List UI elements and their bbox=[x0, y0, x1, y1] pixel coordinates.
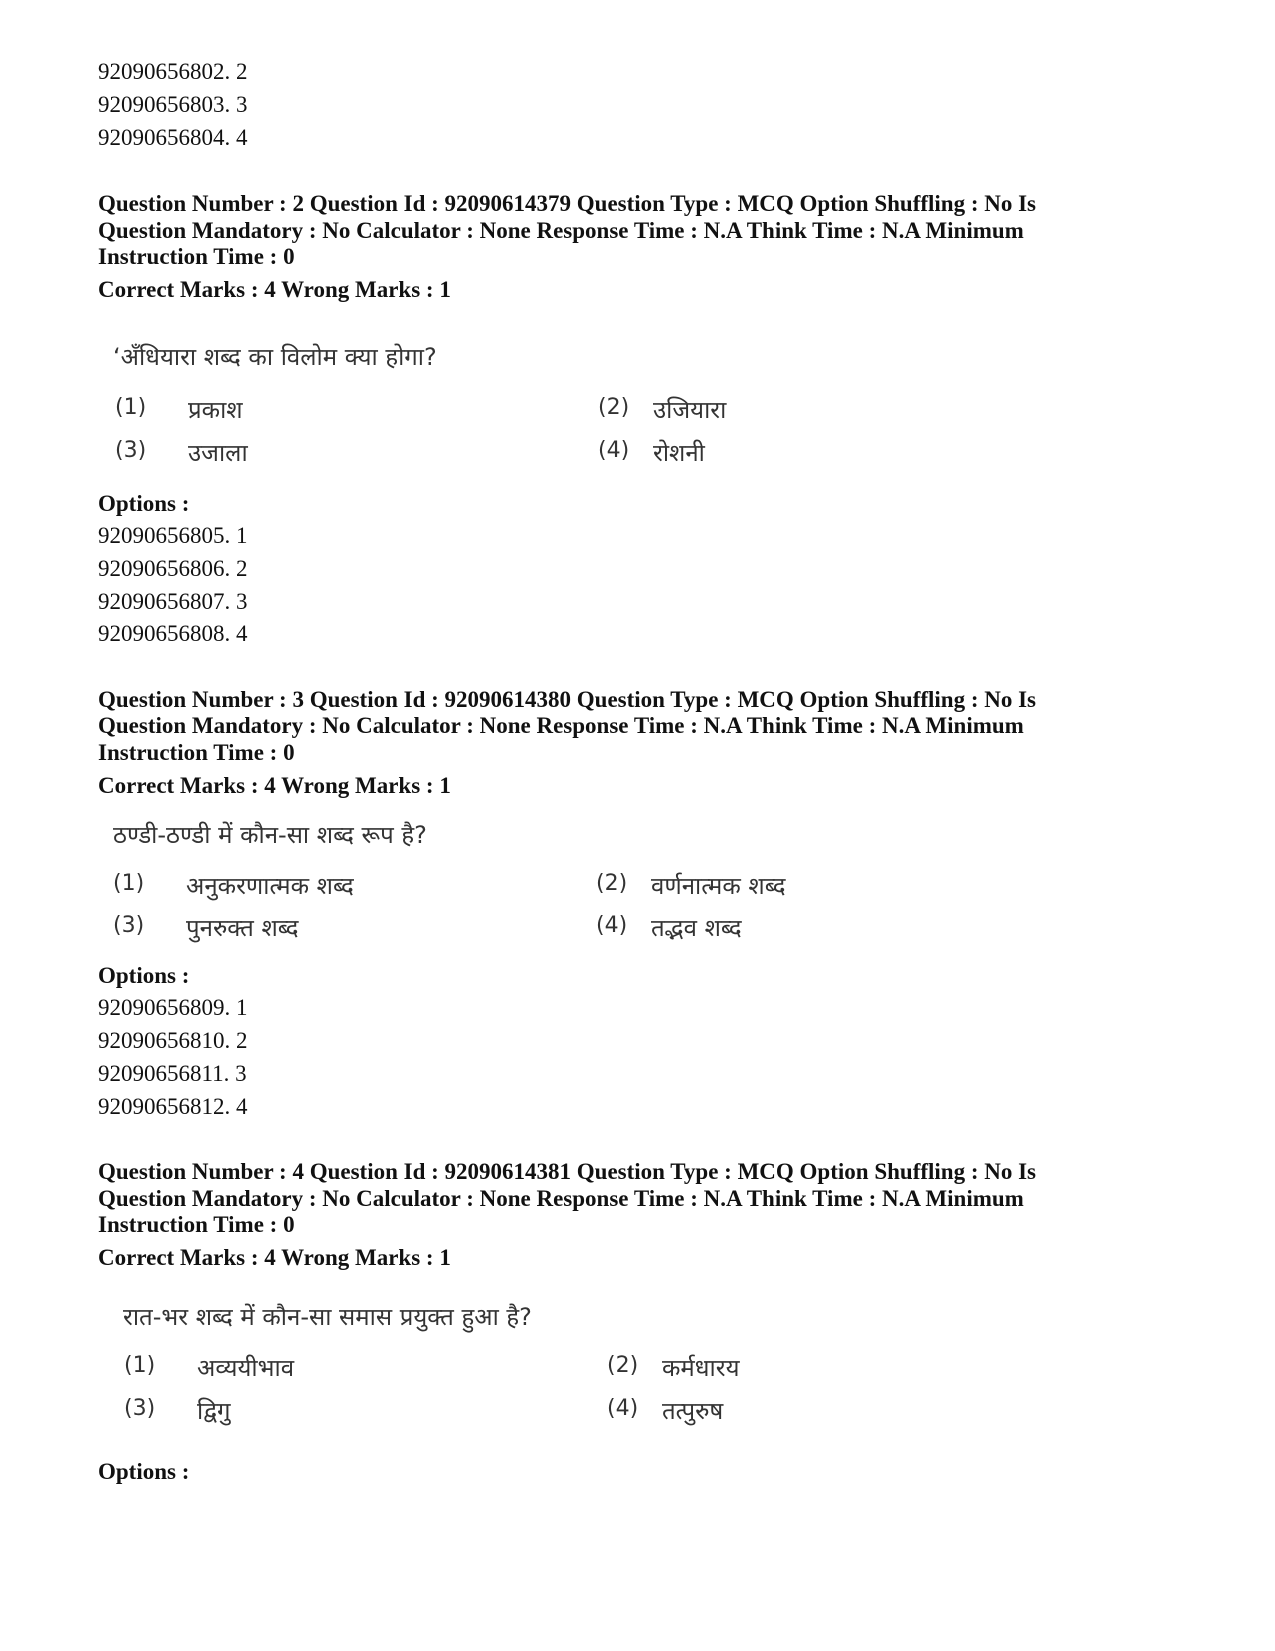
options-label: Options : bbox=[98, 491, 190, 516]
choice-number: (1) bbox=[115, 395, 147, 420]
option-line: 92090656809. 1 bbox=[98, 995, 248, 1020]
option-line: 92090656806. 2 bbox=[98, 556, 248, 581]
question-meta: Question Number : 2 Question Id : 92090614379 Question Type : MCQ Option Shuffling : No Is bbox=[98, 191, 1037, 216]
choice-text: तद्भव शब्द bbox=[651, 914, 742, 942]
question-text: ‘अँधियारा शब्द का विलोम क्या होगा? bbox=[113, 343, 437, 371]
question-meta: Question Mandatory : No Calculator : None Response Time : N.A Think Time : N.A Minimum bbox=[98, 1186, 1024, 1211]
choice-number: (4) bbox=[598, 438, 630, 463]
option-line: 92090656810. 2 bbox=[98, 1028, 248, 1053]
question-meta: Question Number : 4 Question Id : 92090614381 Question Type : MCQ Option Shuffling : No Is bbox=[98, 1159, 1037, 1184]
choice-text: वर्णनात्मक शब्द bbox=[651, 872, 786, 900]
option-line: 92090656812. 4 bbox=[98, 1094, 248, 1119]
option-line: 92090656808. 4 bbox=[98, 621, 248, 646]
choice-text: उजियारा bbox=[653, 396, 727, 424]
choice-number: (2) bbox=[596, 871, 628, 896]
choice-number: (4) bbox=[607, 1396, 639, 1421]
choice-text: अनुकरणात्मक शब्द bbox=[186, 872, 354, 900]
option-line: 92090656803. 3 bbox=[98, 92, 248, 117]
question-meta: Question Mandatory : No Calculator : None Response Time : N.A Think Time : N.A Minimum bbox=[98, 218, 1024, 243]
choice-number: (3) bbox=[115, 438, 147, 463]
question-meta: Question Mandatory : No Calculator : None Response Time : N.A Think Time : N.A Minimum bbox=[98, 713, 1024, 738]
choice-text: कर्मधारय bbox=[662, 1354, 740, 1382]
question-meta: Instruction Time : 0 bbox=[98, 740, 295, 765]
choice-number: (4) bbox=[596, 913, 628, 938]
choice-text: तत्पुरुष bbox=[662, 1397, 724, 1425]
choice-number: (1) bbox=[124, 1353, 156, 1378]
option-line: 92090656804. 4 bbox=[98, 125, 248, 150]
question-meta: Instruction Time : 0 bbox=[98, 244, 295, 269]
choice-text: अव्ययीभाव bbox=[197, 1354, 295, 1382]
choice-number: (2) bbox=[607, 1353, 639, 1378]
choice-number: (3) bbox=[113, 913, 145, 938]
option-line: 92090656807. 3 bbox=[98, 589, 248, 614]
option-line: 92090656802. 2 bbox=[98, 59, 248, 84]
question-text: रात-भर शब्द में कौन-सा समास प्रयुक्त हुआ है? bbox=[123, 1303, 532, 1331]
question-marks: Correct Marks : 4 Wrong Marks : 1 bbox=[98, 277, 451, 302]
question-text: ठण्डी-ठण्डी में कौन-सा शब्द रूप है? bbox=[113, 821, 427, 849]
choice-text: पुनरुक्त शब्द bbox=[186, 914, 299, 942]
choice-text: रोशनी bbox=[653, 439, 705, 467]
choice-text: उजाला bbox=[188, 439, 248, 467]
question-meta: Question Number : 3 Question Id : 92090614380 Question Type : MCQ Option Shuffling : No Is bbox=[98, 687, 1037, 712]
choice-number: (2) bbox=[598, 395, 630, 420]
question-marks: Correct Marks : 4 Wrong Marks : 1 bbox=[98, 773, 451, 798]
question-meta: Instruction Time : 0 bbox=[98, 1212, 295, 1237]
choice-number: (1) bbox=[113, 871, 145, 896]
options-label: Options : bbox=[98, 1459, 190, 1484]
question-marks: Correct Marks : 4 Wrong Marks : 1 bbox=[98, 1245, 451, 1270]
choice-text: प्रकाश bbox=[188, 396, 243, 424]
choice-number: (3) bbox=[124, 1396, 156, 1421]
option-line: 92090656805. 1 bbox=[98, 523, 248, 548]
option-line: 92090656811. 3 bbox=[98, 1061, 247, 1086]
choice-text: द्विगु bbox=[197, 1397, 231, 1425]
options-label: Options : bbox=[98, 963, 190, 988]
